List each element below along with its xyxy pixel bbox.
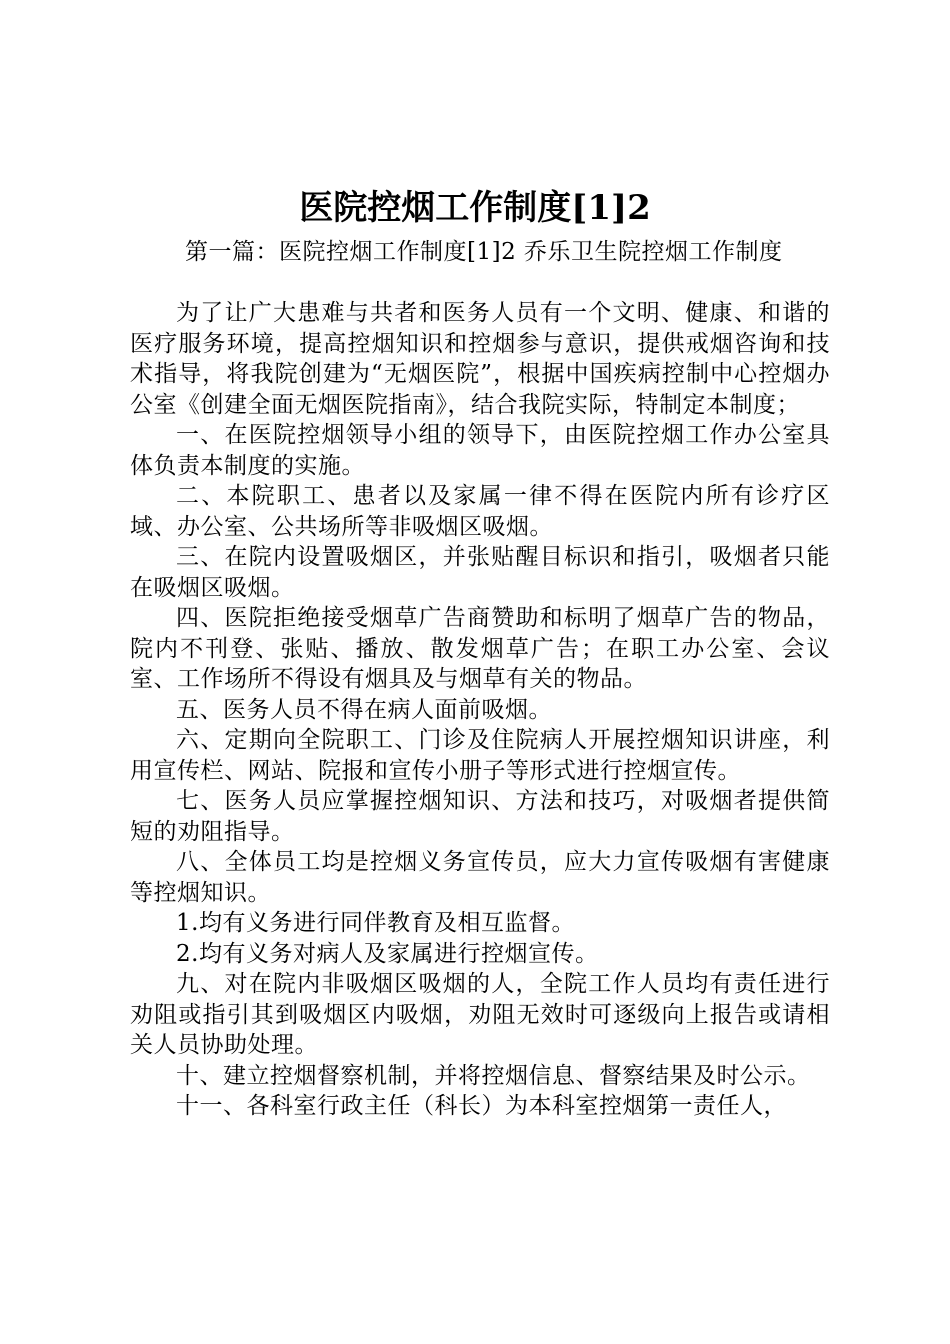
paragraph-item-11: 十一、各科室行政主任（科长）为本科室控烟第一责任人， xyxy=(176,1093,787,1119)
paragraph-subitem-8-2: 2.均有义务对病人及家属进行控烟宣传。 xyxy=(176,940,599,967)
document-body xyxy=(130,298,830,1122)
document-title: 医院控烟工作制度[1]2 xyxy=(299,188,651,228)
paragraph-item-1: 一、在医院控烟领导小组的领导下，由医院控烟工作办公室具体负责本制度的实施。 xyxy=(130,422,830,479)
paragraph-item-8: 八、全体员工均是控烟义务宣传员，应大力宣传吸烟有害健康等控烟知识。 xyxy=(130,849,830,906)
paragraph-item-3: 三、在院内设置吸烟区，并张贴醒目标识和指引，吸烟者只能在吸烟区吸烟。 xyxy=(130,544,830,601)
paragraph-item-7: 七、医务人员应掌握控烟知识、方法和技巧，对吸烟者提供简短的劝阻指导。 xyxy=(130,788,830,845)
paragraph-subitem-8-1: 1.均有义务进行同伴教育及相互监督。 xyxy=(176,910,575,936)
paragraph-item-9: 九、对在院内非吸烟区吸烟的人，全院工作人员均有责任进行劝阻或指引其到吸烟区内吸烟，劝阻无效时可逐级向上报告或请相关人员协助处理。 xyxy=(130,971,830,1058)
document-subtitle: 第一篇：医院控烟工作制度[1]2 乔乐卫生院控烟工作制度 xyxy=(185,239,783,265)
paragraph-item-10: 十、建立控烟督察机制，并将控烟信息、督察结果及时公示。 xyxy=(176,1062,811,1089)
paragraph-item-5: 五、医务人员不得在病人面前吸烟。 xyxy=(176,696,552,723)
paragraph-item-2: 二、本院职工、患者以及家属一律不得在医院内所有诊疗区域、办公室、公共场所等非吸烟区吸烟。 xyxy=(130,483,830,540)
paragraph-item-4: 四、医院拒绝接受烟草广告商赞助和标明了烟草广告的物品，院内不刊登、张贴、播放、散发烟草广告；在职工办公室、会议室、工作场所不得设有烟具及与烟草有关的物品。 xyxy=(130,605,830,692)
paragraph-intro: 为了让广大患难与共者和医务人员有一个文明、健康、和谐的医疗服务环境，提高控烟知识和控烟参与意识，提供戒烟咨询和技术指导，将我院创建为“无烟医院”，根据中国疾病控制中心控烟办公室《创建全面无烟医院指南》，结合我院实际，特制定本制度； xyxy=(130,300,830,418)
paragraph-item-6: 六、定期向全院职工、门诊及住院病人开展控烟知识讲座，利用宣传栏、网站、院报和宣传小册子等形式进行控烟宣传。 xyxy=(130,727,830,784)
